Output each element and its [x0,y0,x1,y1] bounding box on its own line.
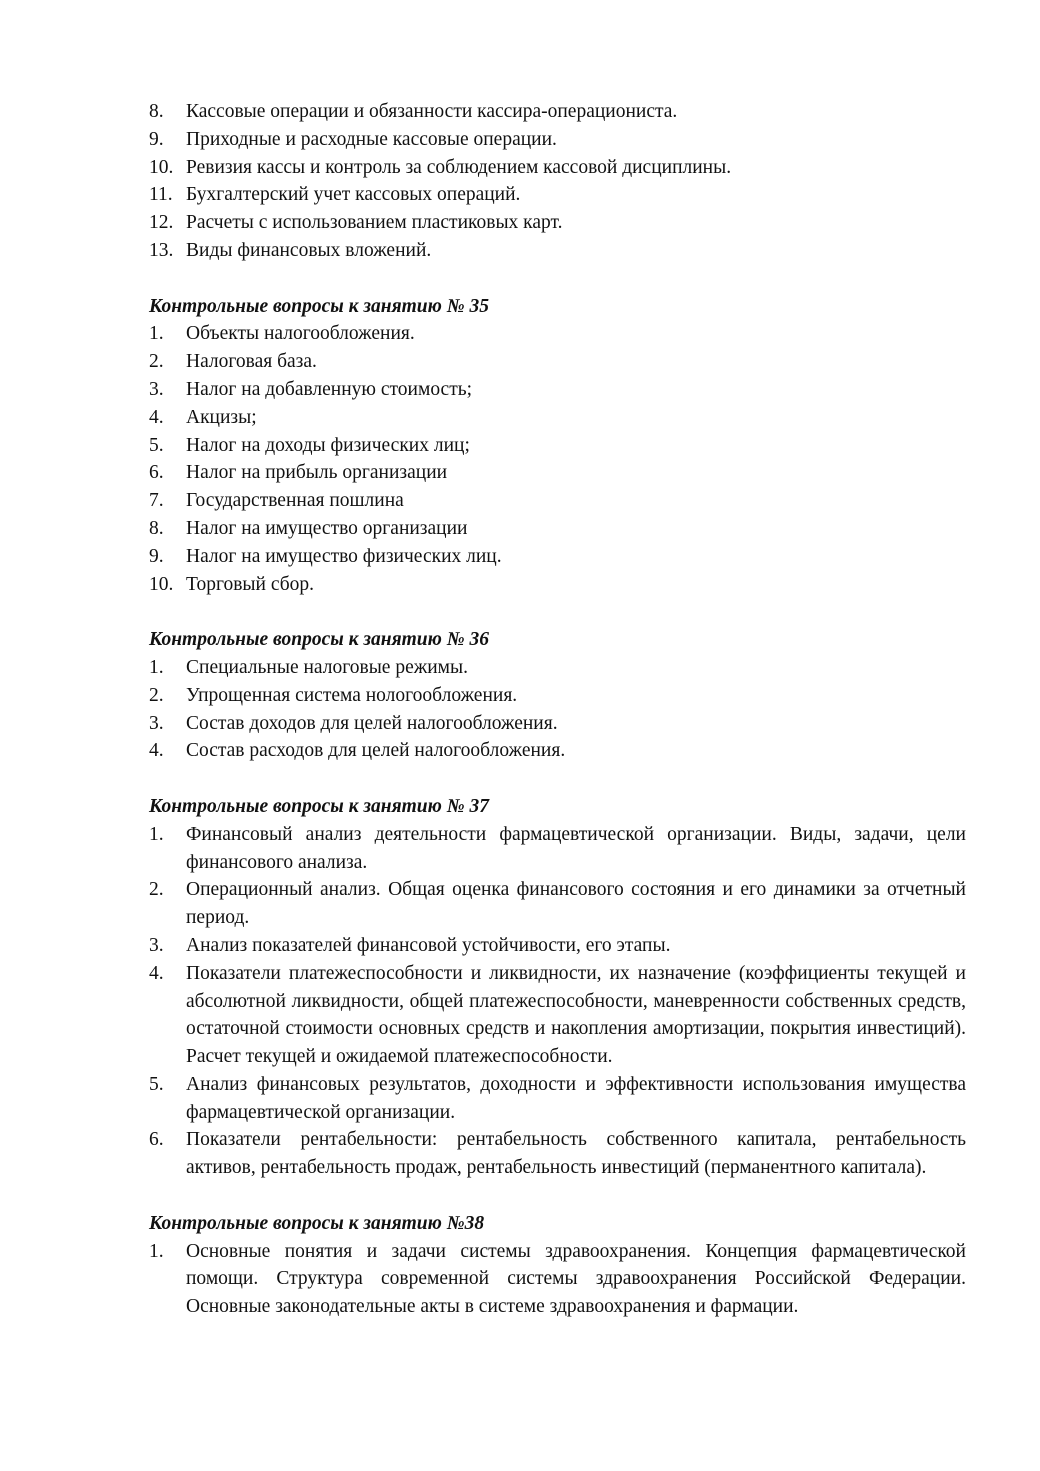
list-item [149,710,966,738]
item-text: Торговый сбор. [186,573,315,595]
item-text: Основные понятия и задачи системы здравоохранения. Концепция фармацевтической помощи. Структура современной системы здравоохранения Российской Федерации. Основные законодательные акты в системе здравоохранения и фармации. [186,1240,966,1318]
list-item [149,126,966,154]
item-number: 4. [149,740,164,762]
item-text: Ревизия кассы и контроль за соблюдением кассовой дисциплины. [186,156,732,178]
list-item [149,487,966,515]
list-item [149,876,966,932]
item-number: 12. [149,212,174,234]
item-text: Налог на доходы физических лиц; [186,434,470,456]
item-number: 1. [149,1240,164,1262]
item-text: Упрощенная система нологообложения. [186,684,518,706]
item-text: Государственная пошлина [186,490,404,512]
list-item [149,237,966,265]
item-number: 13. [149,239,174,261]
item-text: Налог на имущество физических лиц. [186,545,502,567]
list-item [149,682,966,710]
list-item [149,1238,966,1321]
section-heading: Контрольные вопросы к занятию № 35 [149,295,489,317]
section-lesson-38 [149,1210,966,1321]
list-item [149,1126,966,1182]
item-number: 7. [149,490,164,512]
item-number: 2. [149,879,164,901]
item-number: 1. [149,323,164,345]
list-item [149,320,966,348]
list-item [149,654,966,682]
list-item [149,821,966,877]
item-number: 4. [149,406,164,428]
list-item [149,404,966,432]
section-heading: Контрольные вопросы к занятию № 36 [149,629,489,651]
list-item [149,376,966,404]
list-item [149,154,966,182]
item-number: 2. [149,684,164,706]
document-body [149,98,966,1321]
item-number: 11. [149,184,173,206]
list-item [149,543,966,571]
item-text: Налог на прибыль организации [186,462,448,484]
list-item [149,459,966,487]
item-text: Акцизы; [186,406,257,428]
list-item [149,98,966,126]
list-item [149,1071,966,1127]
item-text: Специальные налоговые режимы. [186,656,468,678]
item-number: 5. [149,1073,164,1095]
item-text: Финансовый анализ деятельности фармацевтической организации. Виды, задачи, цели финансового анализа. [186,823,966,873]
item-text: Показатели платежеспособности и ликвидности, их назначение (коэффициенты текущей и абсолютной ликвидности, общей платежеспособности, маневренности собственных средств, остаточной стоимости основных средств и накопления амортизации, покрытия инвестиций). Расчет текущей и ожидаемой платежеспособности. [186,962,966,1068]
section-lesson-36 [149,626,966,765]
list-item [149,571,966,599]
list-item [149,737,966,765]
item-number: 1. [149,823,164,845]
list-item [149,209,966,237]
item-text: Расчеты с использованием пластиковых карт. [186,212,563,234]
item-text: Анализ показателей финансовой устойчивости, его этапы. [186,934,671,956]
list-item [149,515,966,543]
item-text: Объекты налогообложения. [186,323,415,345]
item-number: 2. [149,351,164,373]
item-number: 1. [149,656,164,678]
item-text: Налоговая база. [186,351,317,373]
item-number: 8. [149,517,164,539]
item-number: 3. [149,378,164,400]
item-number: 4. [149,962,164,984]
list-item [149,960,966,1071]
item-number: 10. [149,156,174,178]
item-text: Состав расходов для целей налогообложения. [186,740,566,762]
item-text: Анализ финансовых результатов, доходности и эффективности использования имущества фармацевтической организации. [186,1073,966,1123]
item-text: Приходные и расходные кассовые операции. [186,128,557,150]
item-number: 3. [149,712,164,734]
item-number: 9. [149,128,164,150]
item-text: Показатели рентабельности: рентабельность собственного капитала, рентабельность активов, рентабельность продаж, рентабельность инвестиций (перманентного капитала). [186,1129,966,1179]
intro-list [149,98,966,265]
item-text: Бухгалтерский учет кассовых операций. [186,184,521,206]
item-text: Виды финансовых вложений. [186,239,432,261]
section-heading: Контрольные вопросы к занятию № 37 [149,795,489,817]
item-number: 9. [149,545,164,567]
section-lesson-35 [149,293,966,599]
section-lesson-37 [149,793,966,1182]
item-number: 3. [149,934,164,956]
item-number: 6. [149,462,164,484]
item-number: 10. [149,573,174,595]
item-number: 5. [149,434,164,456]
item-number: 8. [149,101,164,122]
item-text: Кассовые операции и обязанности кассира-операциониста. [186,101,678,122]
list-item [149,348,966,376]
list-item [149,432,966,460]
section-heading: Контрольные вопросы к занятию №38 [149,1212,485,1234]
item-text: Состав доходов для целей налогообложения. [186,712,558,734]
item-text: Операционный анализ. Общая оценка финансового состояния и его динамики за отчетный период. [186,879,966,929]
item-text: Налог на добавленную стоимость; [186,378,473,400]
list-item [149,932,966,960]
item-text: Налог на имущество организации [186,517,468,539]
item-number: 6. [149,1129,164,1151]
list-item [149,181,966,209]
